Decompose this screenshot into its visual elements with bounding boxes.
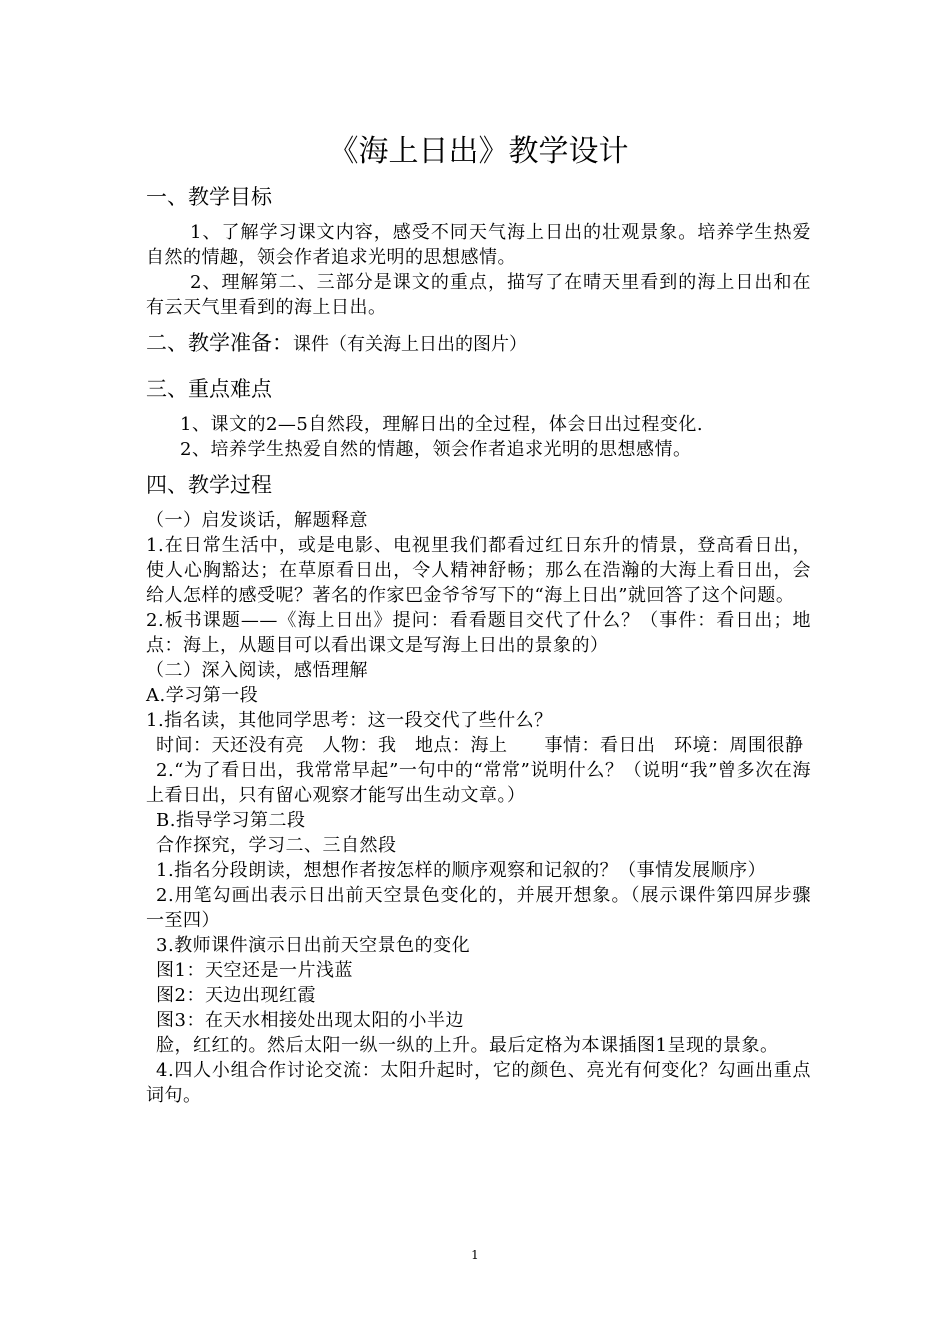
process-line: 图3：在天水相接处出现太阳的小半边 [156, 1010, 464, 1031]
process-line: 3.教师课件演示日出前天空景色的变化 [156, 935, 471, 956]
process-line: 1.在日常生活中，或是电影、电视里我们都看过红日东升的情景，登高看日出，使人心胸豁达；在草原看日出，令人精神舒畅；那么在浩瀚的大海上看日出，会给人怎样的感受呢？著名的作家巴金爷爷写下的“海上日出”就回答了这个问题。 [146, 535, 811, 606]
keypoint-2: 2、培养学生热爱自然的情趣，领会作者追求光明的思想感情。 [180, 439, 692, 460]
process-line: 2.用笔勾画出表示日出前天空景色变化的，并展开想象。（展示课件第四屏步骤一至四） [146, 885, 811, 931]
process-line: A.学习第一段 [146, 685, 259, 706]
process-line: 合作探究，学习二、三自然段 [156, 835, 397, 856]
process-line: 图2：天边出现红霞 [156, 985, 316, 1006]
document-title: 《海上日出》教学设计 [328, 134, 629, 169]
process-line: 时间：天还没有亮 人物：我 地点：海上 事情：看日出 环境：周围很静 [156, 735, 804, 756]
objective-1: 1、了解学习课文内容，感受不同天气海上日出的壮观景象。培养学生热爱自然的情趣，领会作者追求光明的思想感情。 [146, 222, 811, 268]
objective-2: 2、理解第二、三部分是课文的重点，描写了在晴天里看到的海上日出和在有云天气里看到的海上日出。 [146, 272, 811, 318]
process-line: B.指导学习第二段 [156, 810, 306, 831]
process-line: 图1：天空还是一片浅蓝 [156, 960, 353, 981]
process-line: 1.指名分段朗读，想想作者按怎样的顺序观察和记叙的？（事情发展顺序） [156, 860, 767, 881]
section-heading-process: 四、教学过程 [146, 473, 272, 497]
section-heading-objectives: 一、教学目标 [146, 185, 272, 209]
preparation-label: 二、教学准备： [146, 331, 293, 355]
document-body [146, 130, 811, 1108]
process-line: 2.“为了看日出，我常常早起”一句中的“常常”说明什么？（说明“我”曾多次在海上看日出，只有留心观察才能写出生动文章。） [146, 760, 811, 806]
page-number: 1 [471, 1248, 479, 1262]
section-heading-keypoints: 三、重点难点 [146, 377, 272, 401]
process-line: 2.板书课题——《海上日出》提问：看看题目交代了什么？（事件：看日出；地点：海上，从题目可以看出课文是写海上日出的景象的） [146, 610, 811, 656]
keypoint-1: 1、课文的2—5自然段，理解日出的全过程，体会日出过程变化. [180, 414, 704, 435]
process-line: （二）深入阅读，感悟理解 [146, 660, 368, 681]
process-line: 4.四人小组合作讨论交流：太阳升起时，它的颜色、亮光有何变化？勾画出重点词句。 [146, 1060, 811, 1106]
process-line: 1.指名读，其他同学思考：这一段交代了些什么？ [146, 710, 553, 731]
preparation-content: 课件（有关海上日出的图片） [293, 334, 527, 355]
process-line: （一）启发谈话，解题释意 [146, 510, 368, 531]
process-line: 脸，红红的。然后太阳一纵一纵的上升。最后定格为本课插图1呈现的景象。 [156, 1035, 779, 1056]
section-heading-preparation [146, 328, 811, 360]
